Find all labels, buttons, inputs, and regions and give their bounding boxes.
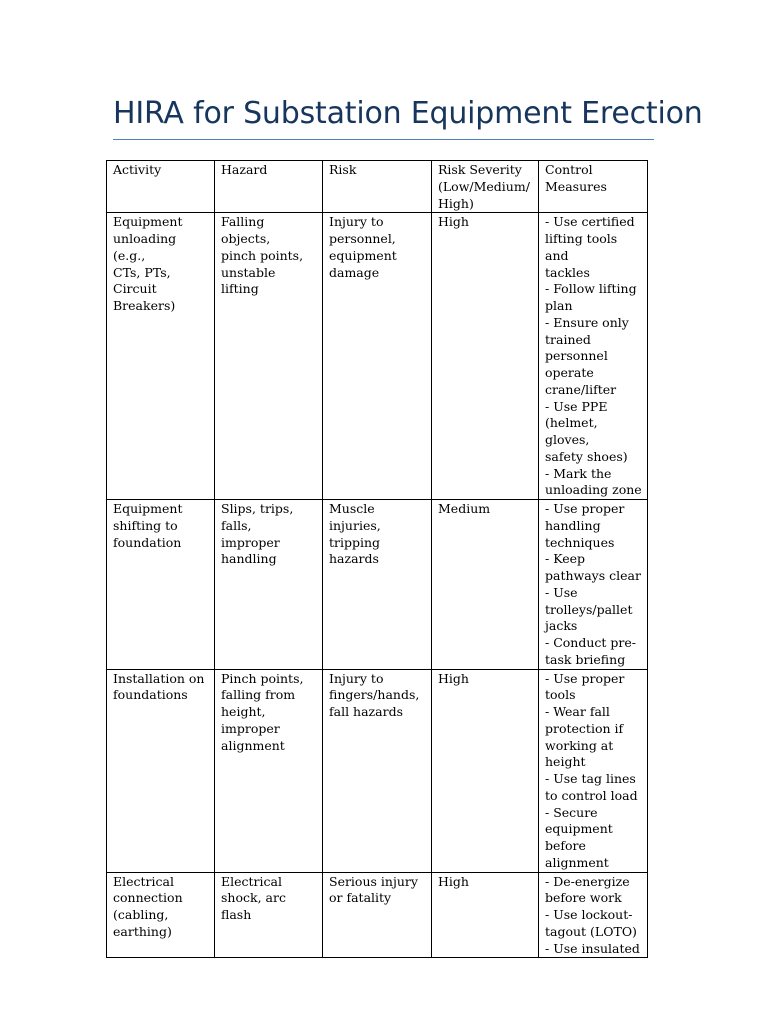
header-activity: Activity [107,161,215,213]
table-row [107,669,648,872]
cell-risk: Injury to fingers/hands, fall hazards [323,669,432,872]
cell-risk: Muscle injuries, tripping hazards [323,500,432,670]
cell-risk-severity: High [432,872,539,958]
cell-activity: Installation on foundations [107,669,215,872]
cell-control-measures: - Use certified lifting tools and tackles - Follow lifting plan - Ensure only trained personnel operate crane/lifter - Use PPE (helmet, gloves, safety shoes) - Mark the unloading zone [539,213,648,500]
hira-table [106,160,648,958]
cell-activity: Equipment shifting to foundation [107,500,215,670]
cell-risk-severity: High [432,213,539,500]
header-hazard: Hazard [215,161,323,213]
table-header-row [107,161,648,213]
cell-risk: Serious injury or fatality [323,872,432,958]
document-title: HIRA for Substation Equipment Erection [113,96,703,131]
cell-risk-severity: Medium [432,500,539,670]
cell-control-measures: - Use proper handling techniques - Keep pathways clear - Use trolleys/pallet jacks - Conduct pre- task briefing [539,500,648,670]
cell-control-measures: - Use proper tools - Wear fall protection if working at height - Use tag lines to control load - Secure equipment before alignment [539,669,648,872]
cell-hazard: Electrical shock, arc flash [215,872,323,958]
title-underline [113,139,654,140]
cell-control-measures: - De-energize before work - Use lockout- tagout (LOTO) - Use insulated [539,872,648,958]
table-row [107,500,648,670]
table-row [107,872,648,958]
header-control-measures: Control Measures [539,161,648,213]
cell-activity: Electrical connection (cabling, earthing) [107,872,215,958]
cell-hazard: Pinch points, falling from height, improper alignment [215,669,323,872]
cell-hazard: Slips, trips, falls, improper handling [215,500,323,670]
header-risk-severity: Risk Severity (Low/Medium/ High) [432,161,539,213]
header-risk: Risk [323,161,432,213]
cell-hazard: Falling objects, pinch points, unstable lifting [215,213,323,500]
cell-risk-severity: High [432,669,539,872]
cell-risk: Injury to personnel, equipment damage [323,213,432,500]
cell-activity: Equipment unloading (e.g., CTs, PTs, Circuit Breakers) [107,213,215,500]
table-row [107,213,648,500]
